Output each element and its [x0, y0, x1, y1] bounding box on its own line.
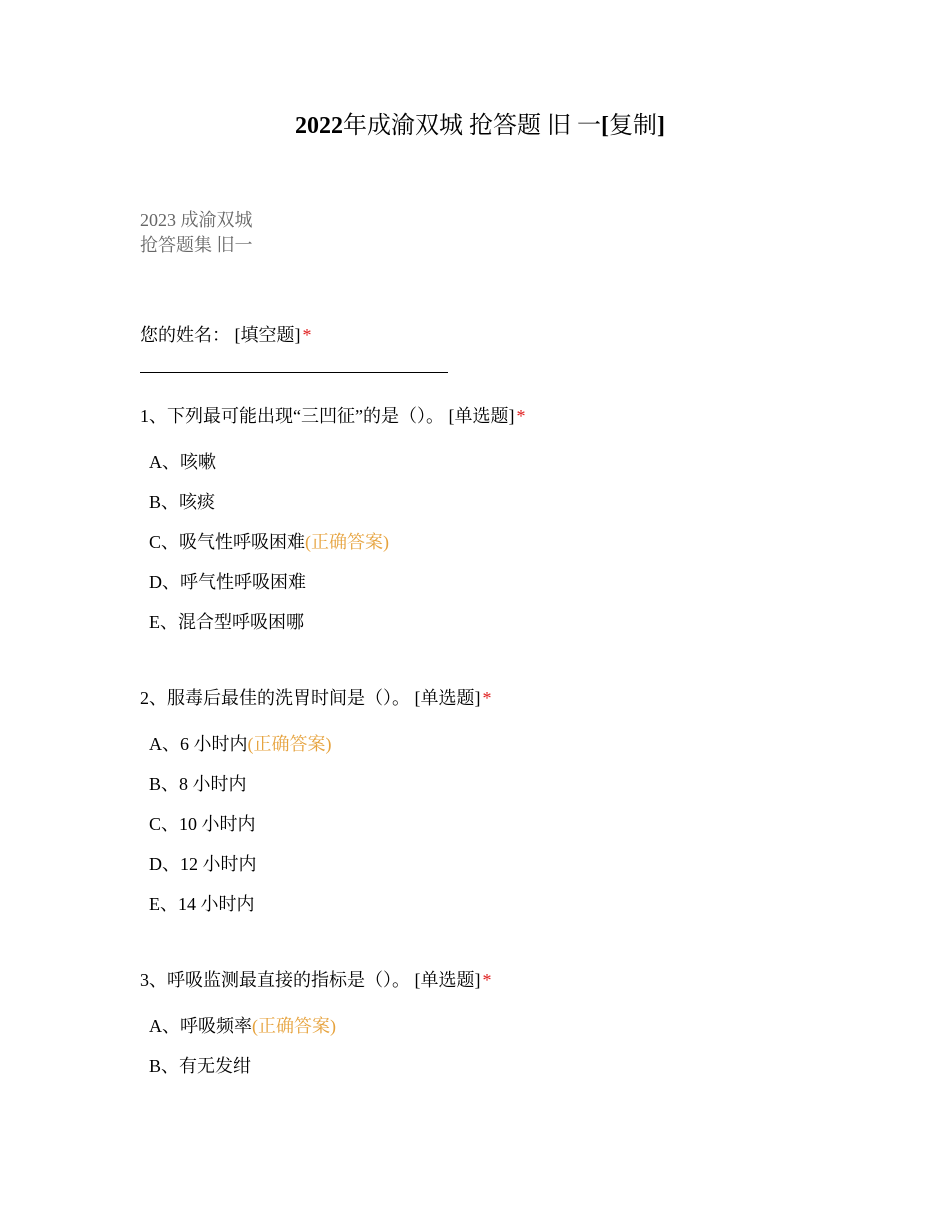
question-header — [140, 685, 492, 711]
page-title-text: 年成渝双城 抢答题 旧 一 — [343, 113, 601, 139]
question-type: [填空题] — [234, 325, 301, 345]
option-a[interactable] — [149, 731, 492, 771]
correct-answer-tag: (正确答案) — [252, 1016, 336, 1036]
question-2 — [140, 685, 492, 931]
name-answer-blank[interactable] — [140, 372, 448, 373]
option-e[interactable] — [149, 609, 525, 649]
option-label: C、10 小时内 — [149, 814, 256, 834]
option-label: E、14 小时内 — [149, 894, 255, 914]
option-b[interactable] — [149, 771, 492, 811]
page-title-suffix-text: 复制 — [609, 113, 657, 139]
option-label: C、吸气性呼吸困难 — [149, 532, 306, 552]
correct-answer-tag: (正确答案) — [247, 734, 332, 754]
option-d[interactable] — [149, 851, 492, 891]
page-title — [0, 110, 950, 142]
option-label: B、有无发绀 — [149, 1056, 252, 1076]
question-type: [单选题] — [448, 406, 515, 426]
name-question-header — [140, 322, 448, 348]
name-question — [140, 322, 448, 373]
question-text: 1、下列最可能出现“三凹征”的是（）。 — [140, 406, 444, 426]
page-title-suffix-bracket-close: ] — [657, 113, 665, 139]
option-d[interactable] — [149, 569, 525, 609]
question-header — [140, 403, 525, 429]
option-label: B、咳痰 — [149, 492, 216, 512]
option-list — [140, 1013, 492, 1093]
option-b[interactable] — [149, 1053, 492, 1093]
question-3 — [140, 967, 492, 1093]
question-text: 3、呼吸监测最直接的指标是（）。 — [140, 970, 410, 990]
option-c[interactable] — [149, 811, 492, 851]
option-a[interactable] — [149, 1013, 492, 1053]
option-list — [140, 731, 492, 931]
option-label: D、12 小时内 — [149, 854, 257, 874]
correct-answer-tag: (正确答案) — [305, 532, 390, 552]
option-b[interactable] — [149, 489, 525, 529]
option-e[interactable] — [149, 891, 492, 931]
page-title-year: 2022 — [295, 113, 343, 139]
subtitle-line-2: 抢答题集 旧一 — [140, 235, 253, 255]
subtitle-line-1: 2023 成渝双城 — [140, 210, 253, 230]
option-label: A、呼吸频率 — [149, 1016, 252, 1036]
required-mark: * — [516, 406, 526, 426]
option-label: A、咳嗽 — [149, 452, 216, 472]
option-label: D、呼气性呼吸困难 — [149, 572, 306, 592]
page-title-suffix-bracket-open: [ — [601, 113, 609, 139]
question-type: [单选题] — [414, 688, 481, 708]
option-label: B、8 小时内 — [149, 774, 247, 794]
question-type: [单选题] — [414, 970, 481, 990]
question-text: 2、服毒后最佳的洗胃时间是（）。 — [140, 688, 410, 708]
question-header — [140, 967, 492, 993]
question-1 — [140, 403, 525, 649]
required-mark: * — [482, 688, 492, 708]
option-list — [140, 449, 525, 649]
option-c[interactable] — [149, 529, 525, 569]
option-label: A、6 小时内 — [149, 734, 248, 754]
required-mark: * — [482, 970, 492, 990]
option-label: E、混合型呼吸困哪 — [149, 612, 304, 632]
name-question-label: 您的姓名： — [140, 325, 230, 345]
survey-subtitle — [140, 208, 253, 258]
required-mark: * — [302, 325, 312, 345]
option-a[interactable] — [149, 449, 525, 489]
